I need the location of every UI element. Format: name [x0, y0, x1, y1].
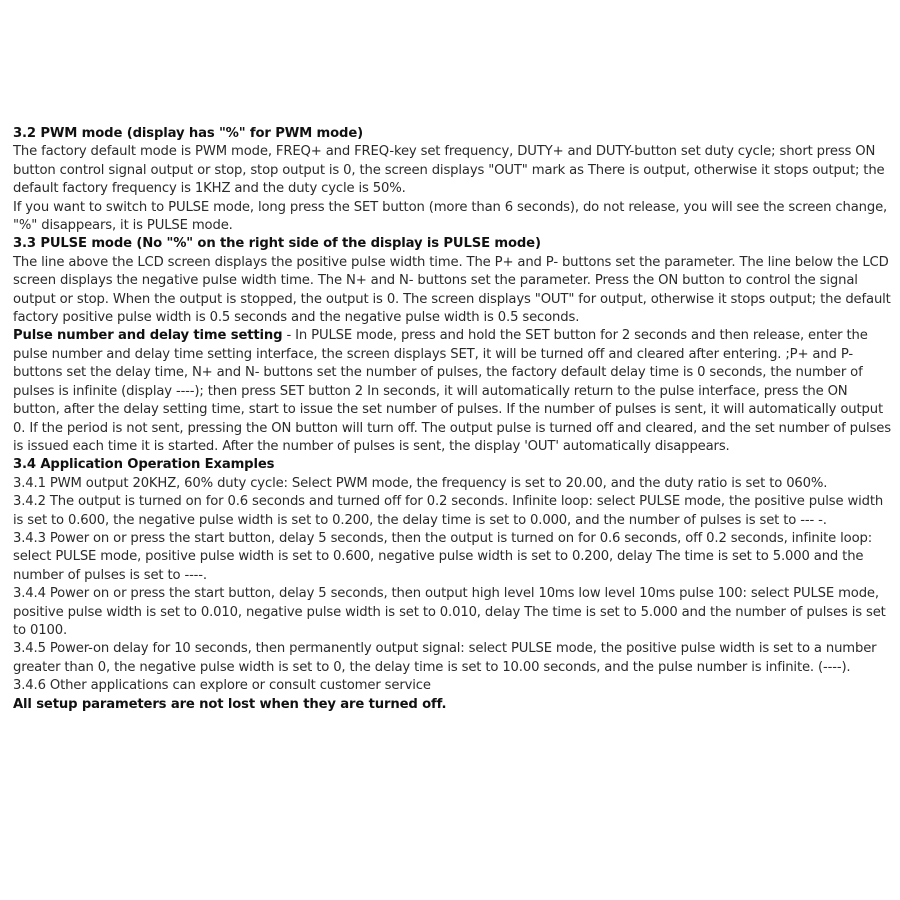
pulse-mode-paragraph: The line above the LCD screen displays the positive pulse width time. The P+ and P- buttons set the parameter. The line below the LCD screen displays the negative pulse width time. The N+ and N- buttons set the parameter. Press the ON button to control the signal output or stop. When the output is stopped, the output is 0. The screen displays "OUT" for output, otherwise it stops output; the default factory positive pulse width is 0.5 seconds and the negative pulse width is 0.5 seconds.	[13, 254, 891, 326]
example-item: 3.4.5 Power-on delay for 10 seconds, then permanently output signal: select PULSE mode, the positive pulse width is set to a number greater than 0, the negative pulse width is set to 0, the delay time is set to 10.00 seconds, and the pulse number is infinite. (----).	[13, 641, 877, 675]
example-item: 3.4.1 PWM output 20KHZ, 60% duty cycle: Select PWM mode, the frequency is set to 20.00, and the duty ratio is set to 060%.	[13, 475, 828, 491]
pwm-mode-paragraph: The factory default mode is PWM mode, FREQ+ and FREQ-key set frequency, DUTY+ and DUTY-button set duty cycle; short press ON button control signal output or stop, stop output is 0, the screen displays "OUT" mark as There is output, otherwise it stops output; the default factory frequency is 1KHZ and the duty cycle is 50%.	[13, 144, 885, 197]
example-item: 3.4.6 Other applications can explore or consult customer service	[13, 678, 431, 694]
examples-heading: 3.4 Application Operation Examples	[13, 457, 275, 473]
example-item: 3.4.2 The output is turned on for 0.6 seconds and turned off for 0.2 seconds. Infinite loop: select PULSE mode, the positive pulse width is set to 0.600, the negative pulse width is set to 0.200, the delay time is set to 0.000, and the number of pulses is set to --- -.	[13, 494, 884, 528]
document-body	[13, 125, 891, 714]
final-note: All setup parameters are not lost when they are turned off.	[13, 696, 447, 712]
pulse-setting-text: - In PULSE mode, press and hold the SET button for 2 seconds and then release, enter the pulse number and delay time setting interface, the screen displays SET, it will be turned off and cleared after entering. ;P+ and P- buttons set the delay time, N+ and N- buttons set the number of pulses, the factory default delay time is 0 seconds, the number of pulses is infinite (display ----); then press SET button 2 In seconds, it will automatically return to the pulse interface, press the ON button, after the delay setting time, start to issue the set number of pulses. If the number of pulses is sent, it will automatically output 0. If the period is not sent, pressing the ON button will turn off. The output pulse is turned off and cleared, and the set number of pulses is issued each time it is started. After the number of pulses is sent, the display 'OUT' automatically disappears.	[13, 328, 891, 454]
example-item: 3.4.3 Power on or press the start button, delay 5 seconds, then the output is turned on for 0.6 seconds, off 0.2 seconds, infinite loop: select PULSE mode, positive pulse width is set to 0.600, negative pulse width is set to 0.200, delay The time is set to 5.000 and the number of pulses is set to ----.	[13, 530, 873, 583]
pwm-switch-paragraph: If you want to switch to PULSE mode, long press the SET button (more than 6 seconds), do not release, you will see the screen change, "%" disappears, it is PULSE mode.	[13, 199, 888, 234]
pwm-mode-heading: 3.2 PWM mode (display has "%" for PWM mode)	[13, 126, 363, 141]
pulse-mode-heading: 3.3 PULSE mode (No "%" on the right side of the display is PULSE mode)	[13, 236, 541, 252]
example-item: 3.4.4 Power on or press the start button, delay 5 seconds, then output high level 10ms low level 10ms pulse 100: select PULSE mode, positive pulse width is set to 0.010, negative pulse width is set to 0.010, delay The time is set to 5.000 and the number of pulses is set to 0100.	[13, 586, 886, 638]
pulse-setting-paragraph	[13, 327, 891, 456]
pulse-setting-lead: Pulse number and delay time setting	[13, 328, 283, 344]
